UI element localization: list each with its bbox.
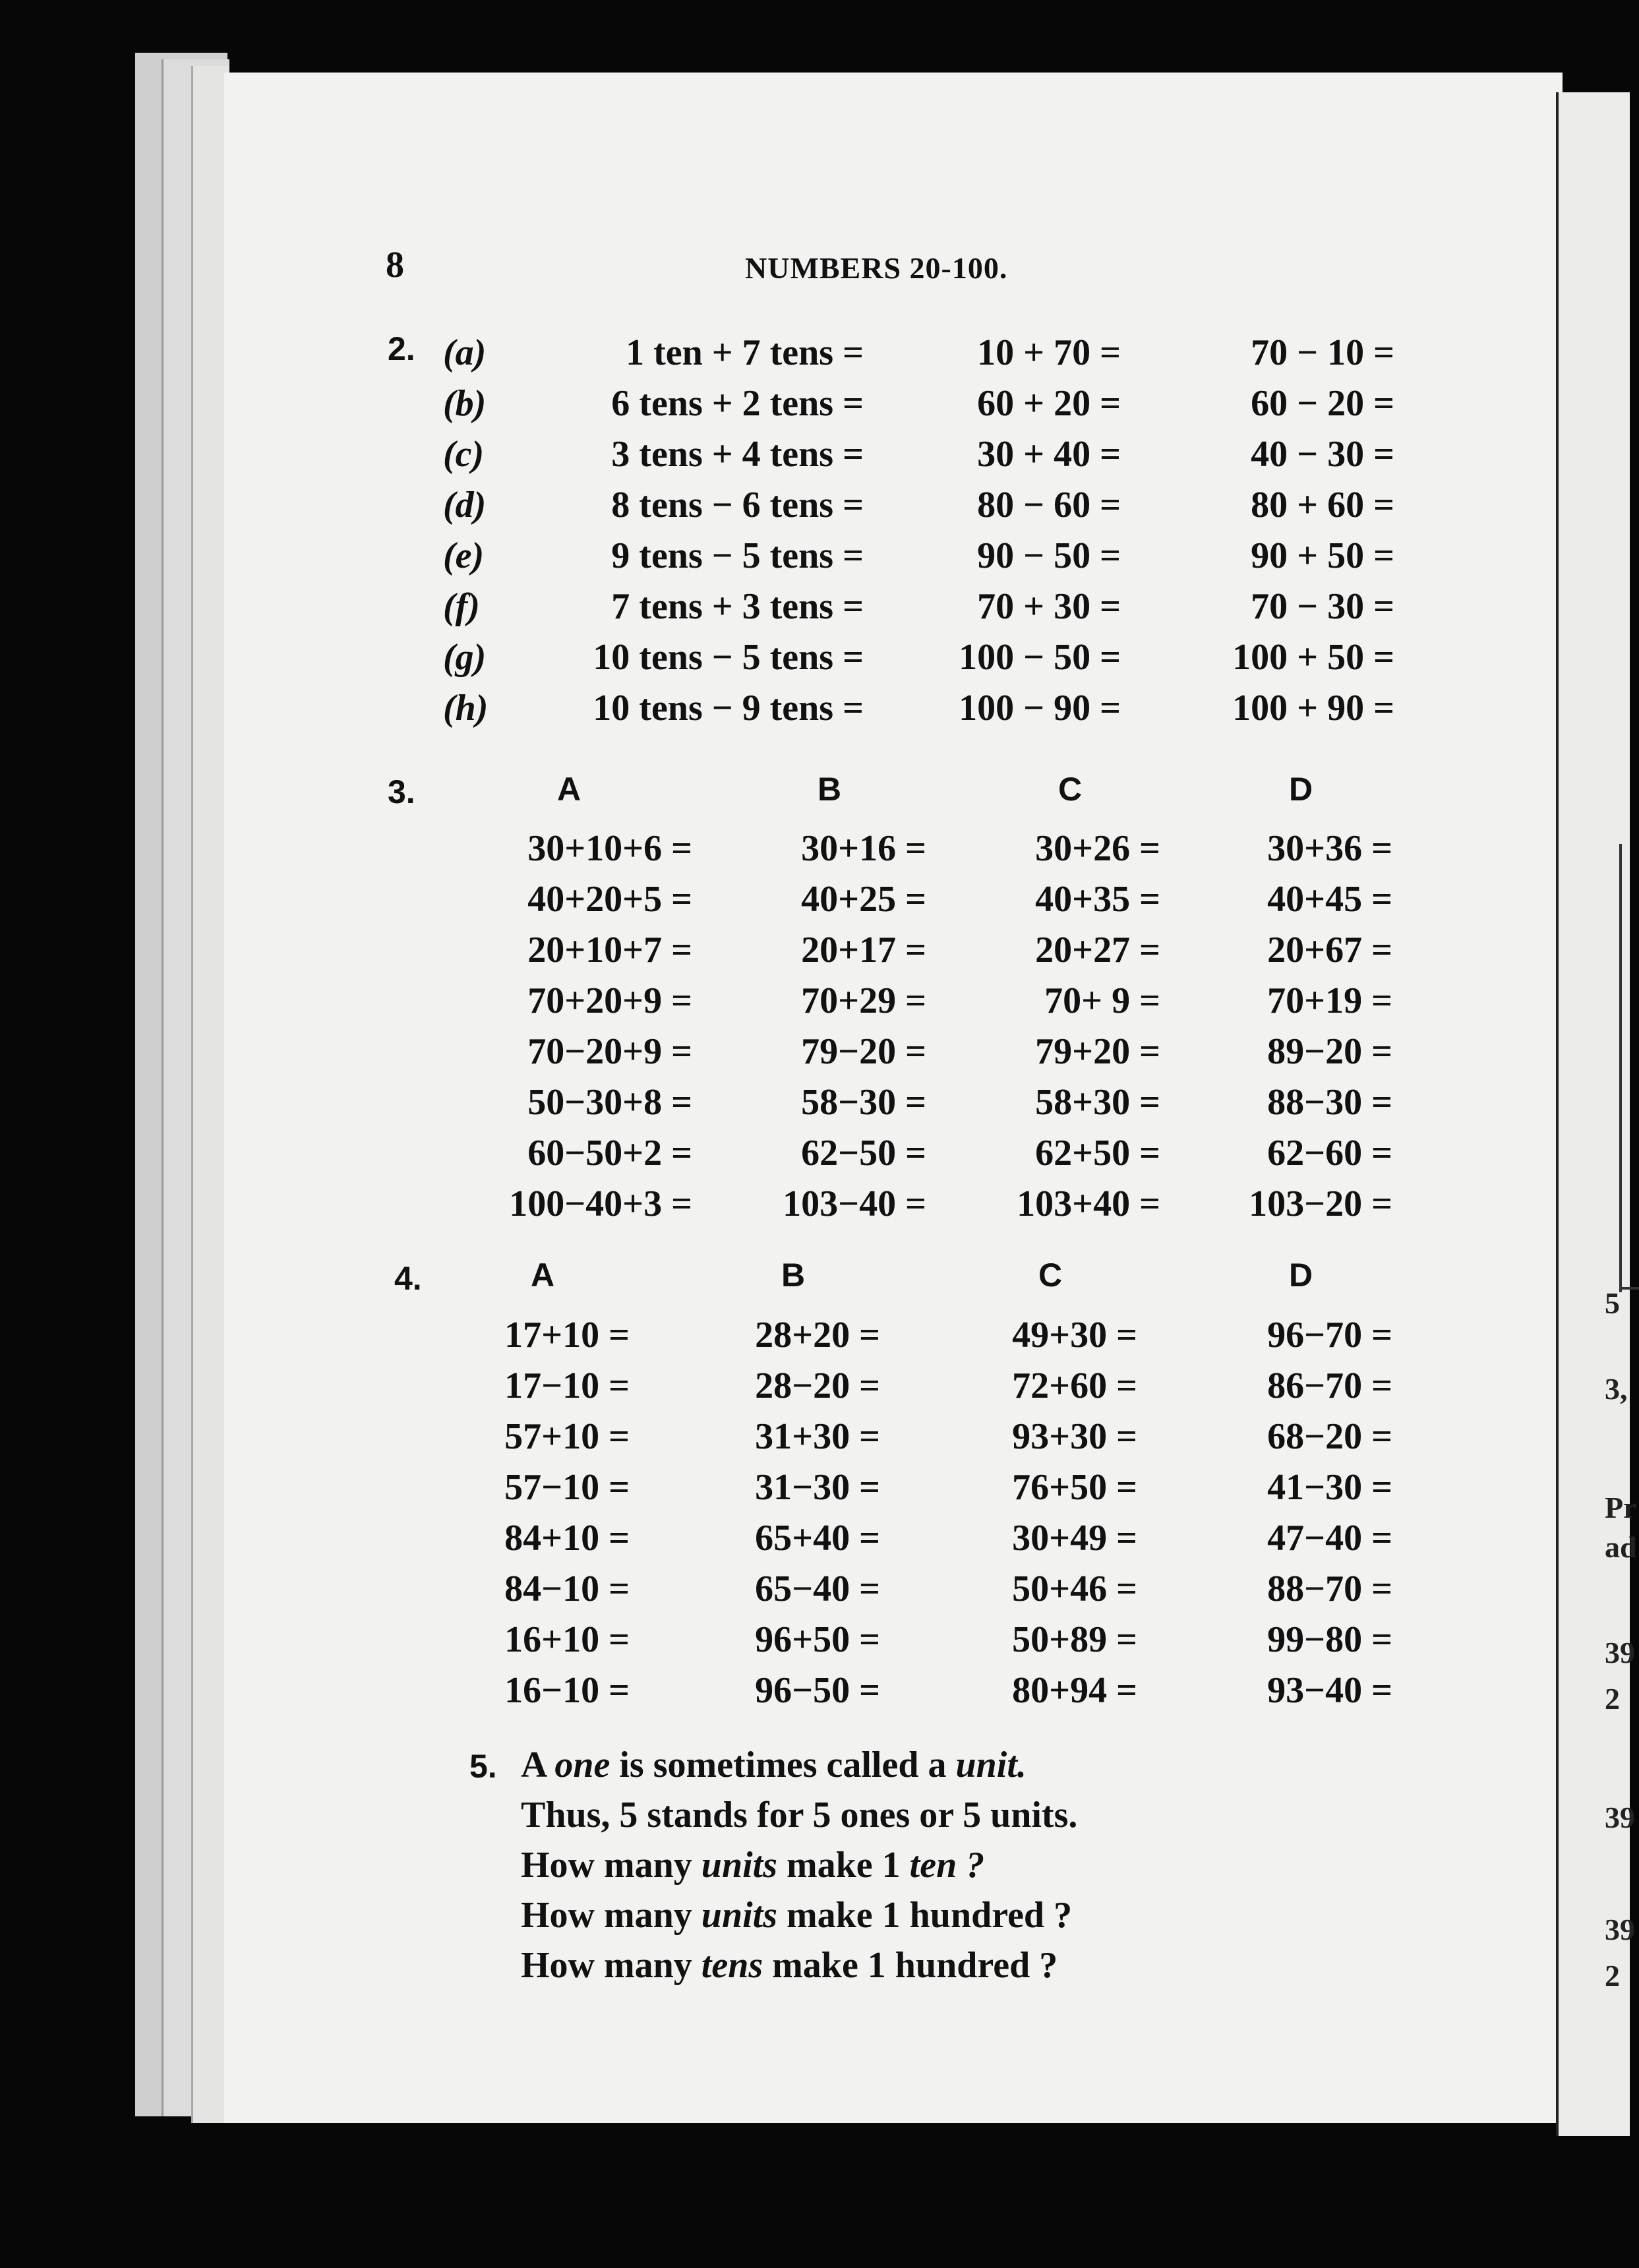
text-run: make 1 hundred ? [763, 1945, 1058, 1986]
facing-page-rule-foot [1619, 1287, 1639, 1290]
table-row [0, 1181, 1627, 1227]
text-run: A [521, 1745, 555, 1785]
page-number: 8 [386, 245, 404, 285]
table-cell: 30+16 = [801, 828, 926, 869]
row-label: (g) [443, 637, 487, 678]
expression-sum: 10 + 70 = [977, 332, 1121, 373]
table-cell: 62−60 = [1267, 1133, 1392, 1174]
table-row [0, 1566, 1627, 1612]
expression-tens: 7 tens + 3 tens = [611, 586, 864, 627]
table-cell: 65+40 = [755, 1518, 880, 1559]
text-run: How many [521, 1945, 701, 1986]
expression-inverse: 80 + 60 = [1251, 485, 1394, 525]
expression-inverse: 100 + 50 = [1232, 637, 1394, 678]
row-label: (d) [443, 485, 487, 525]
table-cell: 70+20+9 = [527, 980, 692, 1021]
section-2-row [0, 482, 1627, 528]
table-cell: 30+26 = [1035, 828, 1160, 869]
table-cell: 28+20 = [755, 1315, 880, 1356]
table-cell: 79+20 = [1035, 1031, 1160, 1072]
section-3-number: 3. [388, 773, 415, 810]
table-cell: 100−40+3 = [509, 1183, 692, 1224]
table-cell: 70+ 9 = [1044, 980, 1160, 1021]
fragment-text: ad [1605, 1530, 1637, 1564]
table-cell: 20+27 = [1035, 930, 1160, 970]
table-cell: 40+45 = [1267, 879, 1392, 920]
expression-sum: 60 + 20 = [977, 383, 1121, 424]
fragment-text: 39 [1605, 1636, 1635, 1669]
table-cell: 84−10 = [504, 1568, 630, 1609]
table-cell: 80+94 = [1012, 1670, 1137, 1711]
table-cell: 88−30 = [1267, 1082, 1392, 1123]
table-cell: 70+29 = [801, 980, 926, 1021]
expression-tens: 10 tens − 9 tens = [593, 688, 864, 729]
table-row [0, 825, 1627, 872]
table-cell: 72+60 = [1012, 1365, 1137, 1406]
fragment-text: 39 [1605, 1913, 1635, 1946]
table-cell: 16−10 = [504, 1670, 630, 1711]
table-cell: 57−10 = [504, 1467, 630, 1508]
table-cell: 76+50 = [1012, 1467, 1137, 1508]
column-header: B [781, 1257, 806, 1294]
table-cell: 96−70 = [1267, 1315, 1392, 1356]
table-cell: 58−30 = [801, 1082, 926, 1123]
table-cell: 88−70 = [1267, 1568, 1392, 1609]
table-cell: 41−30 = [1267, 1467, 1392, 1508]
table-cell: 84+10 = [504, 1518, 630, 1559]
expression-sum: 90 − 50 = [977, 535, 1121, 576]
row-label: (e) [443, 535, 485, 576]
table-cell: 103+40 = [1017, 1183, 1160, 1224]
text-run: Thus, 5 stands for 5 ones or 5 units. [521, 1795, 1078, 1835]
table-cell: 103−40 = [783, 1183, 926, 1224]
section-2-row [0, 330, 1627, 376]
italic-term: units [701, 1895, 777, 1936]
section-2-row [0, 634, 1627, 680]
text-run: How many [521, 1895, 701, 1936]
table-cell: 58+30 = [1035, 1082, 1160, 1123]
fragment-text: 5 [1605, 1286, 1620, 1320]
table-cell: 62+50 = [1035, 1133, 1160, 1174]
table-cell: 17+10 = [504, 1315, 630, 1356]
table-row [0, 1029, 1627, 1075]
text-run: How many [521, 1845, 701, 1886]
expression-tens: 8 tens − 6 tens = [611, 485, 864, 525]
row-label: (f) [443, 586, 480, 627]
table-cell: 89−20 = [1267, 1031, 1392, 1072]
table-cell: 20+17 = [801, 930, 926, 970]
fragment-text: 2 [1605, 1682, 1620, 1716]
paragraph-line [521, 1894, 1072, 1936]
italic-term: units [701, 1845, 777, 1886]
fragment-text: 2 [1605, 1959, 1620, 1992]
italic-term: one [554, 1745, 611, 1785]
table-cell: 103−20 = [1249, 1183, 1392, 1224]
column-header: D [1289, 771, 1313, 808]
expression-inverse: 90 + 50 = [1251, 535, 1394, 576]
table-cell: 60−50+2 = [527, 1133, 692, 1174]
column-header: C [1038, 1257, 1063, 1294]
table-cell: 40+35 = [1035, 879, 1160, 920]
table-cell: 79−20 = [801, 1031, 926, 1072]
expression-inverse: 60 − 20 = [1251, 383, 1394, 424]
table-cell: 30+10+6 = [527, 828, 692, 869]
table-cell: 30+49 = [1012, 1518, 1137, 1559]
table-cell: 49+30 = [1012, 1315, 1137, 1356]
expression-tens: 6 tens + 2 tens = [611, 383, 864, 424]
table-cell: 30+36 = [1267, 828, 1392, 869]
column-header: D [1289, 1257, 1313, 1294]
paragraph-line [521, 1744, 1027, 1786]
italic-term: ten ? [909, 1845, 985, 1886]
fragment-text: 39 [1605, 1801, 1635, 1834]
expression-inverse: 70 − 10 = [1251, 332, 1394, 373]
table-cell: 40+20+5 = [527, 879, 692, 920]
table-row [0, 1464, 1627, 1510]
table-cell: 31+30 = [755, 1416, 880, 1457]
expression-inverse: 70 − 30 = [1251, 586, 1394, 627]
section-2-number: 2. [388, 330, 415, 367]
expression-sum: 100 − 50 = [959, 637, 1121, 678]
table-cell: 40+25 = [801, 879, 926, 920]
table-cell: 20+67 = [1267, 930, 1392, 970]
table-row [0, 1079, 1627, 1125]
expression-tens: 3 tens + 4 tens = [611, 434, 864, 475]
row-label: (a) [443, 332, 487, 373]
expression-inverse: 40 − 30 = [1251, 434, 1394, 475]
table-cell: 57+10 = [504, 1416, 630, 1457]
column-header: C [1058, 771, 1083, 808]
table-cell: 31−30 = [755, 1467, 880, 1508]
fragment-text: Pr [1605, 1491, 1637, 1524]
table-cell: 47−40 = [1267, 1518, 1392, 1559]
expression-tens: 9 tens − 5 tens = [611, 535, 864, 576]
section-2-row [0, 583, 1627, 630]
table-cell: 96−50 = [755, 1670, 880, 1711]
expression-sum: 70 + 30 = [977, 586, 1121, 627]
expression-tens: 10 tens − 5 tens = [593, 637, 864, 678]
table-cell: 70−20+9 = [527, 1031, 692, 1072]
table-cell: 20+10+7 = [527, 930, 692, 970]
section-4-number: 4. [394, 1260, 422, 1297]
expression-sum: 100 − 90 = [959, 688, 1121, 729]
table-row [0, 1515, 1627, 1561]
table-cell: 62−50 = [801, 1133, 926, 1174]
italic-term: tens [701, 1945, 763, 1986]
table-cell: 16+10 = [504, 1619, 630, 1660]
section-2-row [0, 380, 1627, 427]
table-cell: 86−70 = [1267, 1365, 1392, 1406]
table-cell: 99−80 = [1267, 1619, 1392, 1660]
table-row [0, 1363, 1627, 1409]
table-cell: 93−40 = [1267, 1670, 1392, 1711]
column-header: A [531, 1257, 555, 1294]
italic-term: unit. [955, 1745, 1027, 1785]
paragraph-line [521, 1944, 1058, 1986]
table-row [0, 927, 1627, 973]
table-cell: 96+50 = [755, 1619, 880, 1660]
expression-inverse: 100 + 90 = [1232, 688, 1394, 729]
row-label: (b) [443, 383, 487, 424]
table-row [0, 1130, 1627, 1176]
table-cell: 93+30 = [1012, 1416, 1137, 1457]
table-cell: 50+89 = [1012, 1619, 1137, 1660]
section-2-row [0, 685, 1627, 731]
table-row [0, 1617, 1627, 1663]
table-row [0, 876, 1627, 922]
column-header: A [557, 771, 581, 808]
expression-tens: 1 ten + 7 tens = [626, 332, 864, 373]
text-run: make 1 hundred ? [777, 1895, 1073, 1936]
table-row [0, 1414, 1627, 1460]
fragment-text: 3, [1605, 1372, 1628, 1406]
table-cell: 17−10 = [504, 1365, 630, 1406]
table-cell: 50−30+8 = [527, 1082, 692, 1123]
table-cell: 65−40 = [755, 1568, 880, 1609]
table-row [0, 978, 1627, 1024]
text-run: is sometimes called a [610, 1745, 956, 1785]
table-row [0, 1667, 1627, 1714]
section-2-row [0, 533, 1627, 579]
row-label: (c) [443, 434, 485, 475]
row-label: (h) [443, 688, 489, 729]
paragraph-line [521, 1844, 984, 1886]
table-cell: 28−20 = [755, 1365, 880, 1406]
section-2-row [0, 431, 1627, 477]
table-cell: 68−20 = [1267, 1416, 1392, 1457]
expression-sum: 80 − 60 = [977, 485, 1121, 525]
page-title: NUMBERS 20-100. [745, 251, 1008, 285]
text-run: make 1 [777, 1845, 910, 1886]
section-5-number: 5. [469, 1748, 497, 1785]
paragraph-line [521, 1794, 1077, 1836]
table-cell: 50+46 = [1012, 1568, 1137, 1609]
table-row [0, 1312, 1627, 1358]
expression-sum: 30 + 40 = [977, 434, 1121, 475]
table-cell: 70+19 = [1267, 980, 1392, 1021]
column-header: B [818, 771, 842, 808]
